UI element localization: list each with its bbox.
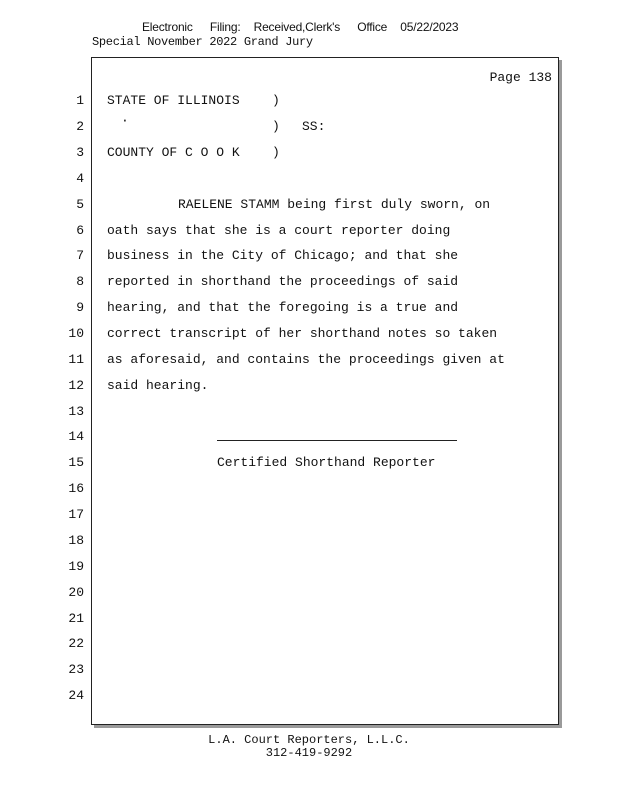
transcript-line: ) (272, 145, 280, 160)
line-number: 2 (76, 119, 84, 134)
transcript-line: reported in shorthand the proceedings of said (107, 274, 459, 289)
line-number: 10 (68, 326, 84, 341)
line-number: 3 (76, 145, 84, 160)
filing-date: 05/22/2023 (400, 20, 459, 34)
transcript-line: ) (272, 119, 280, 134)
transcript-line: oath says that she is a court reporter doing (107, 223, 451, 238)
line-number: 6 (76, 223, 84, 238)
signature-line (217, 440, 457, 441)
line-number: 22 (68, 636, 84, 651)
grand-jury-heading: Special November 2022 Grand Jury (92, 35, 313, 49)
line-number: 17 (68, 507, 84, 522)
transcript-line: business in the City of Chicago; and that she (107, 248, 459, 263)
line-number: 8 (76, 274, 84, 289)
line-number: 11 (68, 352, 84, 367)
filing-stamp-part: Received,Clerk's (253, 20, 341, 34)
line-number: 13 (68, 404, 84, 419)
line-number: 24 (68, 688, 84, 703)
line-number: 16 (68, 481, 84, 496)
line-number: 23 (68, 662, 84, 677)
line-number: 14 (68, 429, 84, 444)
line-number: 9 (76, 300, 84, 315)
line-number: 15 (68, 455, 84, 470)
line-number: 21 (68, 611, 84, 626)
line-number: 1 (76, 93, 84, 108)
footer-company: L.A. Court Reporters, L.L.C. (208, 733, 410, 747)
filing-stamp (142, 20, 458, 34)
transcript-line: COUNTY OF C O O K (107, 145, 240, 160)
transcript-line: STATE OF ILLINOIS (107, 93, 240, 108)
transcript-line: hearing, and that the foregoing is a true and (107, 300, 459, 315)
line-number: 7 (76, 248, 84, 263)
transcript-line: SS: (302, 119, 326, 134)
filing-stamp-part: Filing: (209, 20, 241, 34)
line-number: 19 (68, 559, 84, 574)
transcript-line: ) (272, 93, 280, 108)
page-number: Page 138 (489, 70, 552, 85)
filing-stamp-part: Electronic (142, 20, 193, 34)
line-number: 4 (76, 171, 84, 186)
footer-phone: 312-419-9292 (265, 746, 353, 760)
line-number: 5 (76, 197, 84, 212)
transcript-line: RAELENE STAMM being first duly sworn, on (178, 197, 491, 212)
transcript-line: · (121, 113, 129, 128)
line-number: 12 (68, 378, 84, 393)
line-number: 18 (68, 533, 84, 548)
signature-caption: Certified Shorthand Reporter (217, 455, 436, 470)
transcript-line: as aforesaid, and contains the proceedings given at (107, 352, 505, 367)
transcript-line: correct transcript of her shorthand notes so taken (107, 326, 498, 341)
line-number: 20 (68, 585, 84, 600)
filing-stamp-part: Office (357, 20, 388, 34)
transcript-line: said hearing. (107, 378, 209, 393)
